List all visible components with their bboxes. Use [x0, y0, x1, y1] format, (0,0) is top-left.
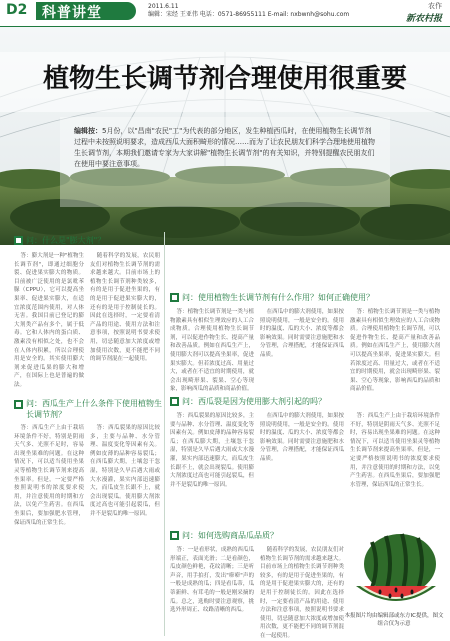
watermelon-photo [350, 528, 442, 610]
section-heading-text: 问：使用植物生长调节剂有什么作用？如何正确使用？ [182, 292, 374, 302]
page-header [0, 0, 450, 27]
text-column-7 [170, 412, 254, 512]
text-column-3 [170, 308, 254, 393]
section-heading-text: 问：西瓜生产上什么条件下使用植物生长调节剂？ [26, 399, 162, 419]
column-label: 农作 [428, 2, 442, 10]
text-column-5 [14, 424, 84, 636]
paragraph: 答：一是看形状，成熟的西瓜瓜形端正，表面光滑；二是看颜色，瓜皮颜色鲜艳，花纹清晰；三是听声音，用手拍打，发出"嘭嘭"声的一般是成熟的瓜；四是看瓜蒂，瓜蒂新鲜、有茸毛的一般是刚采摘的瓜。总之，选购时要注意观察，挑选外形周正、纹路清晰的西瓜。 [170, 547, 254, 614]
section-heading-text: 问：什么是"膨大剂"？ [26, 235, 106, 245]
text-column-11 [260, 546, 344, 639]
column-divider [164, 232, 165, 636]
paragraph: 在西瓜中的膨大剂使用，如果按照说明使用，一般是安全的。使用时的温度、瓜的大小、浓度等都会影响效果。同时需要注意施肥和水分管理，合理搭配，才能保证西瓜品质。 [260, 413, 344, 462]
paragraph: 答：植物生长调节剂是一类与植物激素具有相似生理效应的人工合成物质。合理使用植物生长调节剂，可以促进作物生长、提高产量和改善品质。例如在西瓜生产上，使用膨大剂可以提高坐果率，促进果实膨大。但若浓度过高、用量过大，或者在不适宜的时期使用，就会出现畸形果、裂果、空心等现象，影响西瓜的品质和商品价值。 [350, 309, 440, 393]
paragraph: 答：西瓜裂果的原因比较多，主要与品种、水分管理、温度变化等因素有关。例如皮薄的品种容易裂瓜；在西瓜膨大期，土壤忽干忽湿，特别是久旱后遇大雨或大水漫灌，果实内部迅速膨大，而瓜皮生长跟不上，就会出现裂瓜。使用膨大剂浓度过高也可能引起裂瓜，但并不是裂瓜的唯一原因。 [90, 425, 160, 517]
text-column-4b [350, 308, 440, 393]
heading-square-icon [170, 531, 179, 540]
section-heading-text: 问：西瓜裂是因为使用膨大剂引起的吗？ [182, 396, 326, 406]
paragraph: 答：西瓜生产上由于栽培环境条件不好，特别是阴雨天气多、光照不足时，容易出现坐果难的问题。在这种情况下，可以适当使用坐果灵等植物生长调节剂来提高坐果率。但是，一定要严格按照说明书的浓度要求使用，并注意使用的时期和方法，以免产生药害。在西瓜坐果后，要加强肥水管理，保证西瓜的正常生长。 [350, 413, 440, 488]
newspaper-logo: 新农村报 [405, 14, 442, 24]
paragraph: 答：膨大剂是一种"植物生长调节剂"，即通过细胞分裂、促进果实膨大的物质。目前被广泛使用的是氯吡苯脲（CPPU），它可以提高坐果率、促进果实膨大，在适宜浓度范围内使用，对人体无害。我国目前已登记的膨大剂类产品有多个，属于低毒。它和人体内的蛋白质、激素没有相似之处，也不会在人体内积累，所以合理使用是安全的。其实使用膨大剂来促进瓜果的膨大和增产，在国际上也是普遍的做法。 [14, 253, 84, 388]
header-right [406, 1, 442, 24]
heading-square-icon [14, 236, 23, 245]
heading-square-icon [170, 293, 179, 302]
text-column-4 [260, 308, 344, 388]
editor-note-label: 编辑按： [74, 127, 102, 135]
issue-date: 2011.6.11 [148, 3, 179, 10]
section-heading-4 [170, 394, 442, 408]
editor-note [74, 126, 378, 170]
paragraph: 随着科学的发展，农民朋友们对植物生长调节剂的需求越来越大。目前市场上的植物生长调节剂种类较多，有的是用于促进坐果的，有的是用于促进果实膨大的，还有的是用于控制徒长的。因此在选择时，一定要看清产品的用途、使用方法和注意事项，按照说明书要求使用，切忌随意加大浓度或增加使用次数，更不能把不同的调节剂混在一起使用。 [260, 547, 344, 639]
header-meta [148, 3, 349, 19]
text-column-2 [90, 252, 160, 384]
section-name: 科普讲堂 [42, 5, 102, 21]
paragraph: 答：西瓜裂果的原因比较多，主要与品种、水分管理、温度变化等因素有关。例如皮薄的品种容易裂瓜；在西瓜膨大期，土壤忽干忽湿，特别是久旱后遇大雨或大水漫灌，果实内部迅速膨大，而瓜皮生长跟不上，就会出现裂瓜。使用膨大剂浓度过高也可能引起裂瓜，但并不是裂瓜的唯一原因。 [170, 413, 254, 488]
text-column-8 [260, 412, 344, 512]
paragraph: 答：西瓜生产上由于栽培环境条件不好，特别是阴雨天气多、光照不足时，容易出现坐果难的问题。在这种情况下，可以适当使用坐果灵等植物生长调节剂来提高坐果率。但是，一定要严格按照说明书的浓度要求使用，并注意使用的时期和方法，以免产生药害。在西瓜坐果后，要加强肥水管理，保证西瓜的正常生长。 [14, 425, 84, 526]
paragraph: 在西瓜中的膨大剂使用，如果按照说明使用，一般是安全的。使用时的温度、瓜的大小、浓度等都会影响效果。同时需要注意施肥和水分管理，合理搭配，才能保证西瓜品质。 [260, 309, 344, 358]
text-column-6 [90, 424, 160, 636]
section-heading-text: 问：如何选购商品瓜品质？ [182, 530, 278, 540]
section-heading-3 [14, 398, 164, 422]
heading-square-icon [14, 400, 23, 409]
page-code: D2 [6, 2, 28, 18]
article-title: 植物生长调节剂合理使用很重要 [42, 64, 407, 94]
text-column-10 [170, 546, 254, 636]
photo-caption: 本报图片均由编辑部或东方IC提供，图文组合仅为示意 [344, 613, 444, 627]
section-heading-5 [170, 528, 340, 542]
heading-square-icon [170, 397, 179, 406]
text-column-9 [350, 412, 440, 512]
editor-contact: 编辑：宋经 王亚伟 电话：0571-86955111 E-mail: nxbwnh@sohu.com [148, 11, 350, 18]
section-heading-1 [14, 233, 154, 247]
editor-note-text: 5月份，以"昌南"农民"工"为代表的部分地区，发生种植西瓜时，在使用植物生长调节剂过程中未按照说明要求，造成西瓜大面积畸形的情况……而为了让农民朋友们科学合理地使用植物生长调节剂，本期我们邀请专家为大家讲解"植物生长调节剂"的有关知识，并特别提醒农民朋友们在使用中要注意事项。 [74, 127, 375, 168]
text-column-1 [14, 252, 84, 388]
section-heading-2 [170, 290, 442, 304]
paragraph: 答：植物生长调节剂是一类与植物激素具有相似生理效应的人工合成物质。合理使用植物生长调节剂，可以促进作物生长、提高产量和改善品质。例如在西瓜生产上，使用膨大剂可以提高坐果率，促进果实膨大。但若浓度过高、用量过大，或者在不适宜的时期使用，就会出现畸形果、裂果、空心等现象，影响西瓜的品质和商品价值。 [170, 309, 254, 393]
paragraph: 随着科学的发展，农民朋友们对植物生长调节剂的需求越来越大。目前市场上的植物生长调节剂种类较多，有的是用于促进坐果的，有的是用于促进果实膨大的，还有的是用于控制徒长的。因此在选择时，一定要看清产品的用途、使用方法和注意事项，按照说明书要求使用，切忌随意加大浓度或增加使用次数，更不能把不同的调节剂混在一起使用。 [90, 253, 160, 363]
